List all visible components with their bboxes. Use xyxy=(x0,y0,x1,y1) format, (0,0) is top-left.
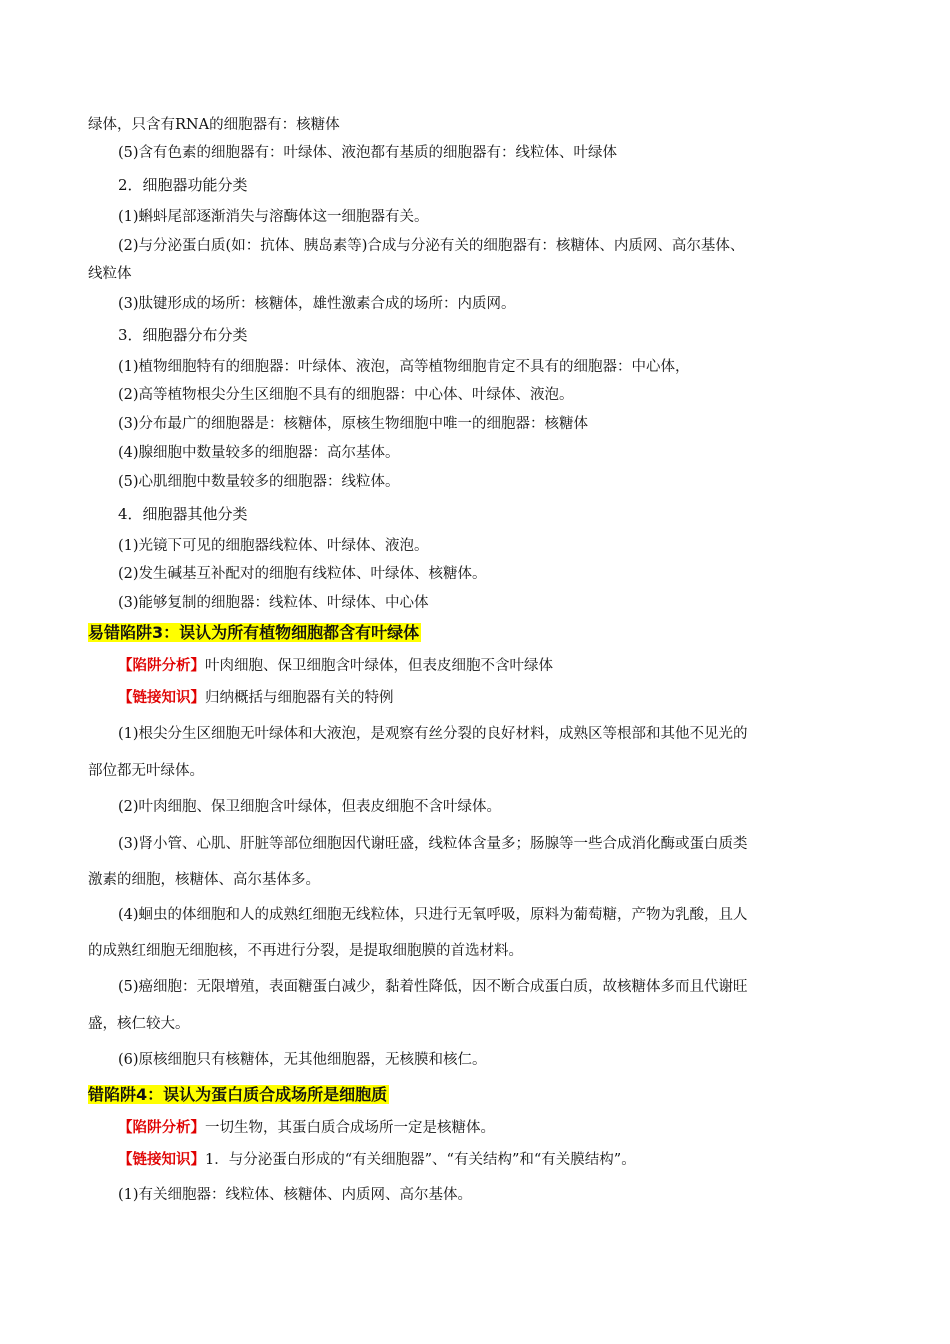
analysis-text: 叶肉细胞、保卫细胞含叶绿体，但表皮细胞不含叶绿体 xyxy=(205,658,553,674)
text-line: (3)肽键形成的场所：核糖体，雄性激素合成的场所：内质网。 xyxy=(118,296,516,312)
section-title: 4．细胞器其他分类 xyxy=(118,505,248,523)
text-line: 绿体，只含有RNA的细胞器有：核糖体 xyxy=(88,117,340,133)
link-text: 归纳概括与细胞器有关的特例 xyxy=(205,690,394,706)
text-line: 部位都无叶绿体。 xyxy=(88,763,204,779)
link-text: 1．与分泌蛋白形成的“有关细胞器”、“有关结构”和“有关膜结构”。 xyxy=(205,1152,636,1168)
text-line: 激素的细胞，核糖体、高尔基体多。 xyxy=(88,872,320,888)
text-line: (2)发生碱基互补配对的细胞有线粒体、叶绿体、核糖体。 xyxy=(118,566,487,582)
trap3-heading-text: 易错陷阱3：误认为所有植物细胞都含有叶绿体 xyxy=(88,623,420,642)
trap4-heading-text: 错陷阱4：误认为蛋白质合成场所是细胞质 xyxy=(88,1085,388,1104)
trap3-link xyxy=(118,688,394,708)
text-line: 线粒体 xyxy=(88,266,132,282)
text-line: (4)腺细胞中数量较多的细胞器：高尔基体。 xyxy=(118,445,400,461)
text-line: (3)肾小管、心肌、肝脏等部位细胞因代谢旺盛，线粒体含量多；肠腺等一些合成消化酶或蛋白质类 xyxy=(118,836,748,852)
text-line: (1)根尖分生区细胞无叶绿体和大液泡，是观察有丝分裂的良好材料，成熟区等根部和其他不见光的 xyxy=(118,726,748,742)
text-line: (1)蝌蚪尾部逐渐消失与溶酶体这一细胞器有关。 xyxy=(118,209,429,225)
analysis-tag: 【陷阱分析】 xyxy=(118,658,205,674)
link-tag: 【链接知识】 xyxy=(118,690,205,706)
text-line: (6)原核细胞只有核糖体，无其他细胞器，无核膜和核仁。 xyxy=(118,1052,487,1068)
text-line: 的成熟红细胞无细胞核，不再进行分裂，是提取细胞膜的首选材料。 xyxy=(88,943,523,959)
trap3-analysis xyxy=(118,656,553,676)
trap4-heading xyxy=(88,1084,389,1106)
analysis-text: 一切生物，其蛋白质合成场所一定是核糖体。 xyxy=(205,1120,495,1136)
text-line: (5)含有色素的细胞器有：叶绿体、液泡都有基质的细胞器有：线粒体、叶绿体 xyxy=(118,145,618,161)
text-line: (5)心肌细胞中数量较多的细胞器：线粒体。 xyxy=(118,474,400,490)
section-title: 2．细胞器功能分类 xyxy=(118,176,248,194)
section-title: 3．细胞器分布分类 xyxy=(118,326,248,344)
text-line: (1)光镜下可见的细胞器线粒体、叶绿体、液泡。 xyxy=(118,538,429,554)
trap4-analysis xyxy=(118,1118,495,1138)
analysis-tag: 【陷阱分析】 xyxy=(118,1120,205,1136)
text-line: (1)植物细胞特有的细胞器：叶绿体、液泡，高等植物细胞肯定不具有的细胞器：中心体， xyxy=(118,359,690,375)
text-line: (5)癌细胞：无限增殖，表面糖蛋白减少，黏着性降低，因不断合成蛋白质，故核糖体多而且代谢旺 xyxy=(118,979,748,995)
text-line: (1)有关细胞器：线粒体、核糖体、内质网、高尔基体。 xyxy=(118,1187,473,1203)
text-line: (4)蛔虫的体细胞和人的成熟红细胞无线粒体，只进行无氧呼吸，原料为葡萄糖，产物为乳酸，且人 xyxy=(118,907,748,923)
text-line: (3)分布最广的细胞器是：核糖体，原核生物细胞中唯一的细胞器：核糖体 xyxy=(118,416,589,432)
trap4-link xyxy=(118,1150,636,1170)
text-line: (3)能够复制的细胞器：线粒体、叶绿体、中心体 xyxy=(118,595,429,611)
link-tag: 【链接知识】 xyxy=(118,1152,205,1168)
text-line: (2)叶肉细胞、保卫细胞含叶绿体，但表皮细胞不含叶绿体。 xyxy=(118,799,502,815)
text-line: (2)与分泌蛋白质(如：抗体、胰岛素等)合成与分泌有关的细胞器有：核糖体、内质网、高尔基体、 xyxy=(118,238,745,254)
trap3-heading xyxy=(88,622,421,644)
text-line: (2)高等植物根尖分生区细胞不具有的细胞器：中心体、叶绿体、液泡。 xyxy=(118,387,574,403)
text-line: 盛，核仁较大。 xyxy=(88,1016,190,1032)
